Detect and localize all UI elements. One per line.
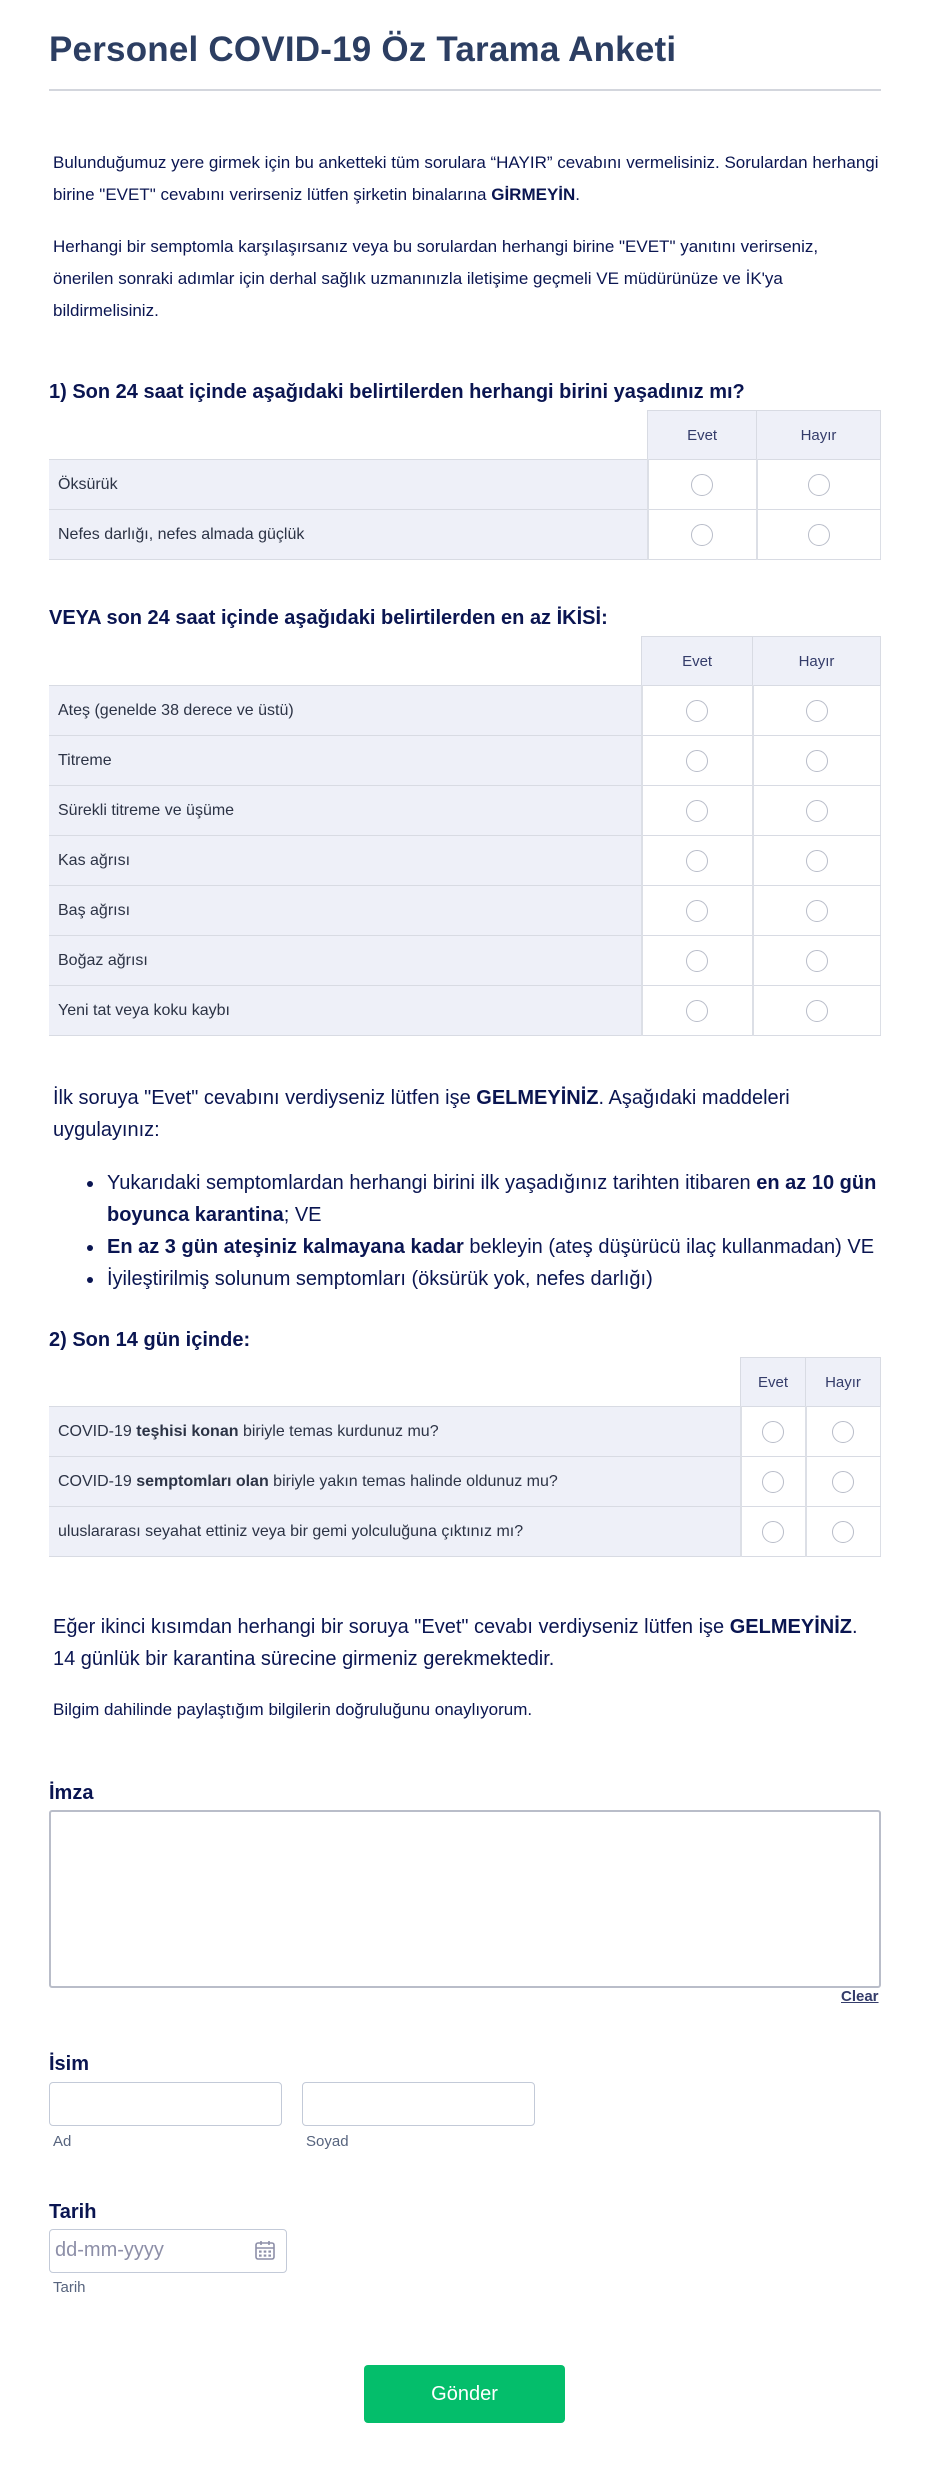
list-item	[105, 1167, 930, 1231]
q1-col-yes: Evet	[648, 411, 757, 460]
last-name-input[interactable]	[302, 2082, 535, 2126]
note1-paragraph	[53, 1082, 883, 1146]
note1-text-a: İlk soruya "Evet" cevabını verdiyseniz lütfen işe	[53, 1087, 477, 1109]
note2-bold: GELMEYİNİZ	[729, 1616, 852, 1638]
list-item	[105, 1231, 930, 1263]
radio-no[interactable]	[832, 1521, 854, 1543]
signature-label: İmza	[49, 1782, 94, 1804]
radio-yes[interactable]	[686, 950, 708, 972]
q2-heading: 2) Son 14 gün içinde:	[49, 1329, 251, 1351]
bullet1-text-b: ; VE	[283, 1204, 322, 1226]
intro-paragraph-2: Herhangi bir semptomla karşılaşırsanız veya bu sorulardan herhangi birine "EVET" yanıtını verirseniz, önerilen sonraki adımlar için derhal sağlık uzmanınızla iletişime geçmeli VE müdürünüze ve İK'ya bildirmelisiniz.	[53, 237, 819, 320]
radio-no[interactable]	[832, 1471, 854, 1493]
radio-no[interactable]	[806, 900, 828, 922]
q1b-col-no: Hayır	[753, 637, 881, 686]
bullet1-bold: en az 10 gün boyunca karantina	[107, 1172, 877, 1226]
date-sublabel: Tarih	[53, 2279, 86, 2296]
radio-yes[interactable]	[762, 1521, 784, 1543]
radio-no[interactable]	[832, 1421, 854, 1443]
intro-p1-text: Bulunduğumuz yere girmek için bu anketteki tüm sorulara “HAYIR” cevabını vermelisiniz. Sorulardan herhangi birine "EVET" cevabını verirseniz lütfen şirketin binalarına	[53, 153, 879, 204]
radio-no[interactable]	[806, 700, 828, 722]
first-name-sublabel: Ad	[53, 2133, 72, 2150]
name-label: İsim	[49, 2053, 90, 2075]
first-name-input[interactable]	[49, 2082, 282, 2126]
confirmation-text: Bilgim dahilinde paylaştığım bilgilerin doğruluğunu onaylıyorum.	[53, 1700, 533, 1719]
q1-corner	[49, 411, 648, 460]
q1-row-label: Öksürük	[49, 460, 648, 510]
date-placeholder: dd-mm-yyyy	[55, 2239, 164, 2261]
table-row	[49, 686, 881, 736]
intro-p1-bold: GİRMEYİN	[491, 185, 576, 204]
q1-matrix	[49, 410, 881, 560]
q2-row2-b: biriyle yakın temas halinde oldunuz mu?	[268, 1472, 558, 1490]
table-row	[49, 460, 881, 510]
q1b-row-label: Boğaz ağrısı	[49, 936, 642, 986]
table-row	[49, 936, 881, 986]
clear-signature-button[interactable]: Clear	[841, 1988, 879, 2005]
q2-row2-bold: semptomları olan	[136, 1472, 269, 1490]
q1b-row-label: Sürekli titreme ve üşüme	[49, 786, 642, 836]
note2-text-a: Eğer ikinci kısımdan herhangi bir soruya "Evet" cevabı verdiyseniz lütfen işe	[53, 1616, 730, 1638]
radio-yes[interactable]	[686, 900, 708, 922]
q2-matrix	[49, 1357, 881, 1557]
radio-no[interactable]	[808, 524, 830, 546]
note2-paragraph	[53, 1611, 883, 1675]
radio-yes[interactable]	[686, 800, 708, 822]
radio-no[interactable]	[808, 474, 830, 496]
q2-row-label	[49, 1407, 741, 1457]
radio-yes[interactable]	[691, 524, 713, 546]
note2-text-b: . 14 günlük bir karantina sürecine girmeniz gerekmektedir.	[53, 1616, 858, 1670]
q1b-row-label: Baş ağrısı	[49, 886, 642, 936]
title-divider	[49, 89, 881, 91]
radio-no[interactable]	[806, 800, 828, 822]
q1b-row-label: Ateş (genelde 38 derece ve üstü)	[49, 686, 642, 736]
bullet2-bold: En az 3 gün ateşiniz kalmayana kadar	[107, 1236, 464, 1258]
radio-no[interactable]	[806, 750, 828, 772]
intro-p1-end: .	[575, 185, 581, 204]
last-name-sublabel: Soyad	[306, 2133, 349, 2150]
note1-text-b: . Aşağıdaki maddeleri uygulayınız:	[53, 1087, 790, 1141]
bullet2-text: bekleyin (ateş düşürücü ilaç kullanmadan) VE	[463, 1236, 875, 1258]
q2-row1-b: biriyle temas kurdunuz mu?	[238, 1422, 439, 1440]
table-row	[49, 836, 881, 886]
q1b-heading: VEYA son 24 saat içinde aşağıdaki belirtilerden en az İKİSİ:	[49, 607, 608, 629]
q2-row1-a: COVID-19	[58, 1422, 137, 1440]
q2-col-yes: Evet	[741, 1358, 806, 1407]
table-row	[49, 736, 881, 786]
radio-yes[interactable]	[762, 1471, 784, 1493]
radio-yes[interactable]	[762, 1421, 784, 1443]
q1-heading: 1) Son 24 saat içinde aşağıdaki belirtilerden herhangi birini yaşadınız mı?	[49, 381, 745, 403]
table-row	[49, 1407, 881, 1457]
submit-button[interactable]: Gönder	[364, 2365, 565, 2423]
q2-row3-a: uluslararası seyahat ettiniz veya bir gemi yolculuğuna çıktınız mı?	[58, 1522, 524, 1540]
signature-pad[interactable]	[49, 1810, 881, 1988]
q1b-matrix	[49, 636, 881, 1036]
table-row	[49, 986, 881, 1036]
bullet1-text-a: Yukarıdaki semptomlardan herhangi birini ilk yaşadığınız tarihten itibaren	[107, 1172, 757, 1194]
date-label: Tarih	[49, 2201, 97, 2223]
table-row	[49, 786, 881, 836]
q1b-row-label: Yeni tat veya koku kaybı	[49, 986, 642, 1036]
radio-no[interactable]	[806, 950, 828, 972]
q1-row-label: Nefes darlığı, nefes almada güçlük	[49, 510, 648, 560]
q2-row-label	[49, 1507, 741, 1557]
note1-bold-a: GELMEYİNİZ	[476, 1087, 599, 1109]
table-row	[49, 1457, 881, 1507]
q2-row-label	[49, 1457, 741, 1507]
table-row	[49, 1507, 881, 1557]
radio-yes[interactable]	[686, 700, 708, 722]
radio-yes[interactable]	[686, 750, 708, 772]
list-item: • İyileştirilmiş solunum semptomları (öksürük yok, nefes darlığı)	[105, 1263, 930, 1295]
table-row	[49, 510, 881, 560]
form-title: Personel COVID-19 Öz Tarama Anketi	[49, 30, 677, 69]
radio-no[interactable]	[806, 850, 828, 872]
radio-yes[interactable]	[686, 850, 708, 872]
radio-yes[interactable]	[691, 474, 713, 496]
q2-row2-a: COVID-19	[58, 1472, 137, 1490]
calendar-icon[interactable]	[254, 2239, 276, 2261]
q2-col-no: Hayır	[806, 1358, 881, 1407]
q2-row1-bold: teşhisi konan	[136, 1422, 239, 1440]
intro-paragraph-1	[53, 147, 883, 211]
table-row	[49, 886, 881, 936]
q1b-row-label: Titreme	[49, 736, 642, 786]
instruction-list	[53, 1167, 930, 1295]
radio-yes[interactable]	[686, 1000, 708, 1022]
q2-corner	[49, 1358, 741, 1407]
q1b-row-label: Kas ağrısı	[49, 836, 642, 886]
q1b-col-yes: Evet	[642, 637, 753, 686]
radio-no[interactable]	[806, 1000, 828, 1022]
q1-col-no: Hayır	[757, 411, 881, 460]
q1b-corner	[49, 637, 642, 686]
